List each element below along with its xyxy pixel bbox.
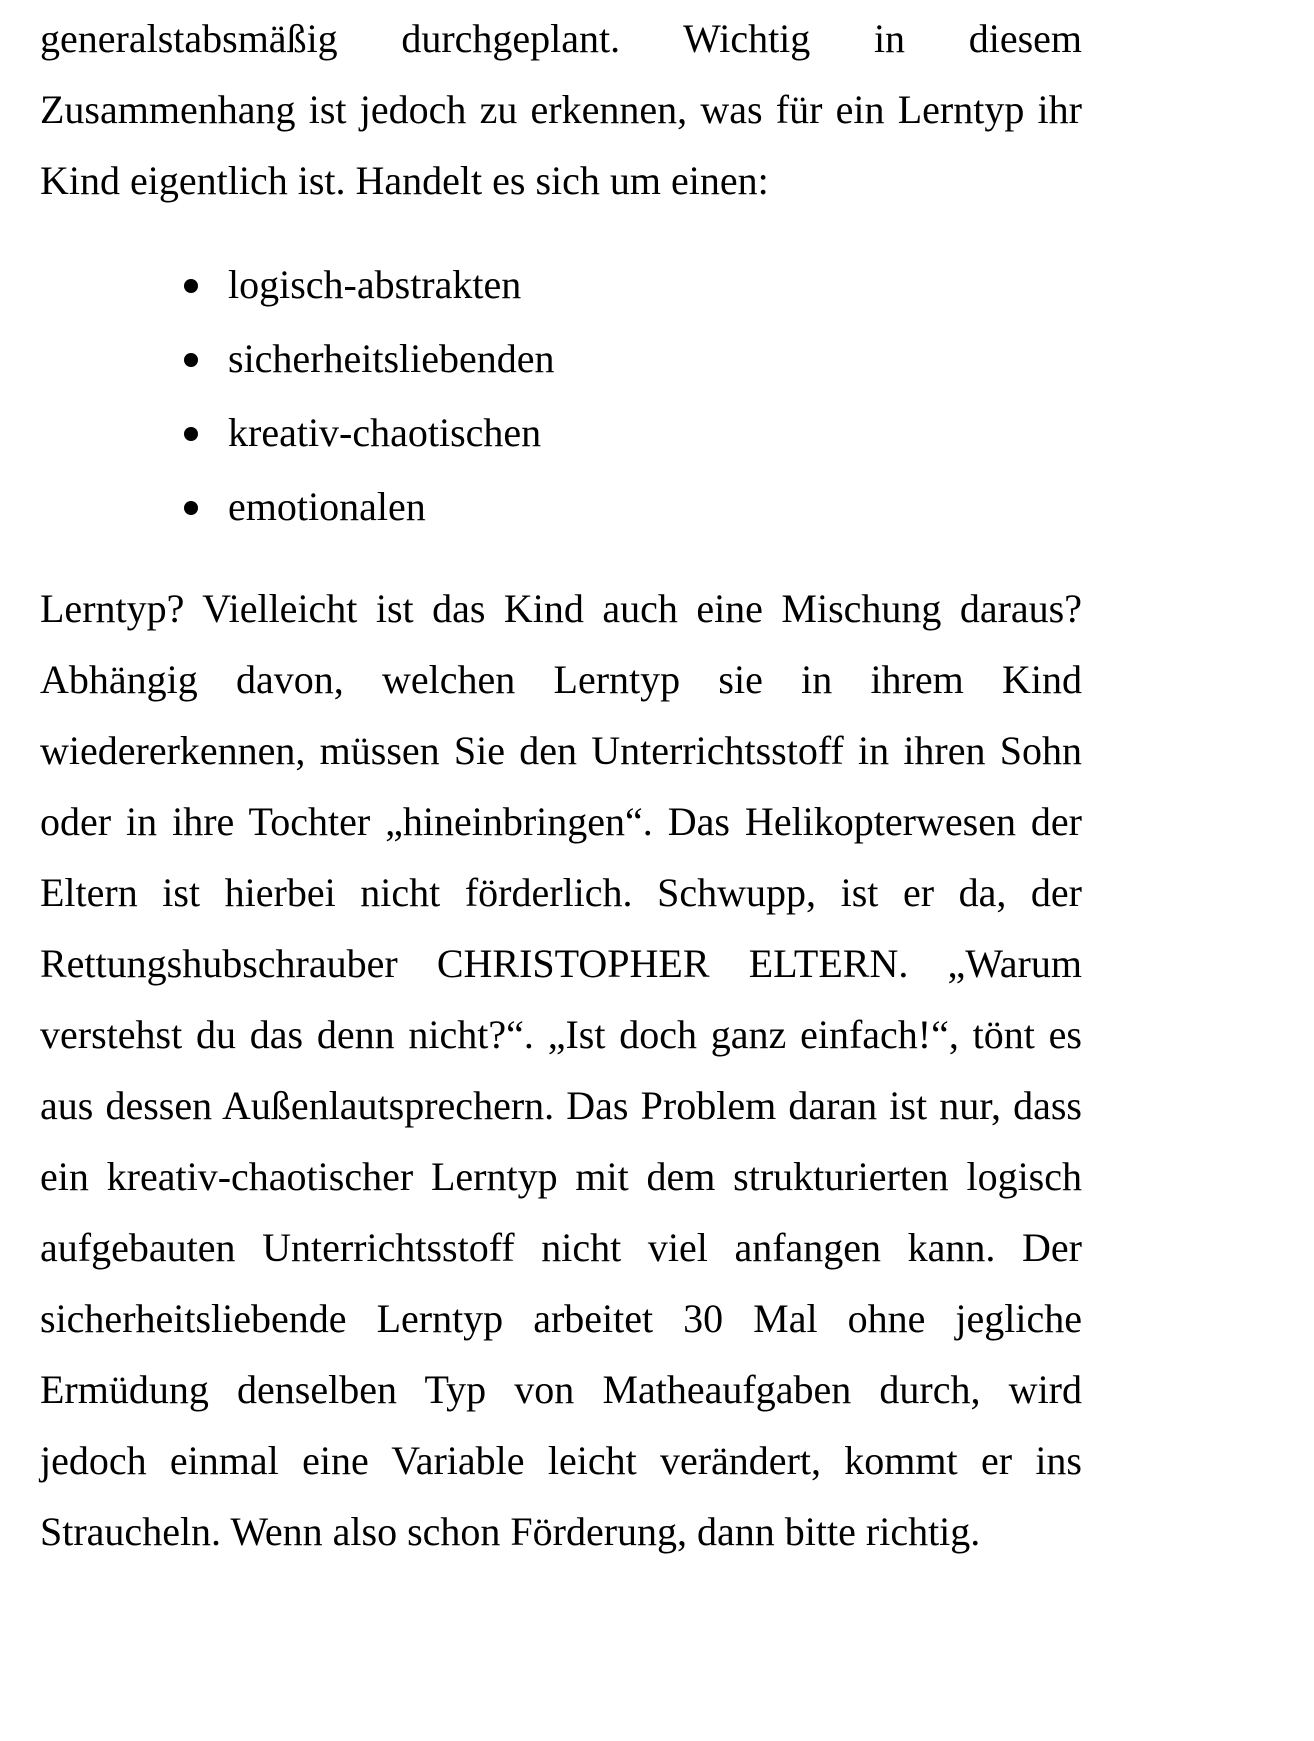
- text-line: Straucheln. Wenn also schon Förderung, dann bitte richtig.: [40, 1509, 981, 1554]
- list-item-text: sicherheitsliebenden: [228, 336, 555, 381]
- list-item-text: emotionalen: [228, 484, 426, 529]
- bullet-icon: [184, 427, 198, 441]
- text-line: Abhängig davon, welchen Lerntyp sie in ihrem Kind: [40, 657, 1082, 702]
- text-line: wiedererkennen, müssen Sie den Unterrichtsstoff in ihren Sohn: [40, 728, 1082, 773]
- text-line: Eltern ist hierbei nicht förderlich. Schwupp, ist er da, der: [40, 870, 1082, 915]
- text-line: jedoch einmal eine Variable leicht verändert, kommt er ins: [40, 1438, 1082, 1483]
- list-item-text: logisch-abstrakten: [228, 262, 522, 307]
- text-line: oder in ihre Tochter „hineinbringen“. Das Helikopterwesen der: [40, 799, 1082, 844]
- text-line: Lerntyp? Vielleicht ist das Kind auch eine Mischung daraus?: [40, 586, 1082, 631]
- text-line: sicherheitsliebende Lerntyp arbeitet 30 Mal ohne jegliche: [40, 1296, 1082, 1341]
- text-line: verstehst du das denn nicht?“. „Ist doch ganz einfach!“, tönt es: [40, 1012, 1082, 1057]
- text-line: generalstabsmäßig durchgeplant. Wichtig in diesem: [40, 16, 1082, 61]
- list-item-text: kreativ-chaotischen: [228, 410, 542, 455]
- text-line: ein kreativ-chaotischer Lerntyp mit dem strukturierten logisch: [40, 1154, 1082, 1199]
- text-line: aufgebauten Unterrichtsstoff nicht viel anfangen kann. Der: [40, 1225, 1082, 1270]
- bullet-icon: [184, 353, 198, 367]
- list-item: [0, 261, 900, 309]
- list-item: [0, 483, 900, 531]
- text-line: aus dessen Außenlautsprechern. Das Problem daran ist nur, dass: [40, 1083, 1082, 1128]
- list-item: [0, 409, 900, 457]
- text-line: Rettungshubschrauber CHRISTOPHER ELTERN. „Warum: [40, 941, 1082, 986]
- text-line: Zusammenhang ist jedoch zu erkennen, was für ein Lerntyp ihr: [40, 87, 1082, 132]
- list-item: [0, 335, 900, 383]
- bullet-icon: [184, 279, 198, 293]
- bullet-icon: [184, 501, 198, 515]
- text-line: Kind eigentlich ist. Handelt es sich um einen:: [40, 158, 769, 203]
- text-line: Ermüdung denselben Typ von Matheaufgaben durch, wird: [40, 1367, 1082, 1412]
